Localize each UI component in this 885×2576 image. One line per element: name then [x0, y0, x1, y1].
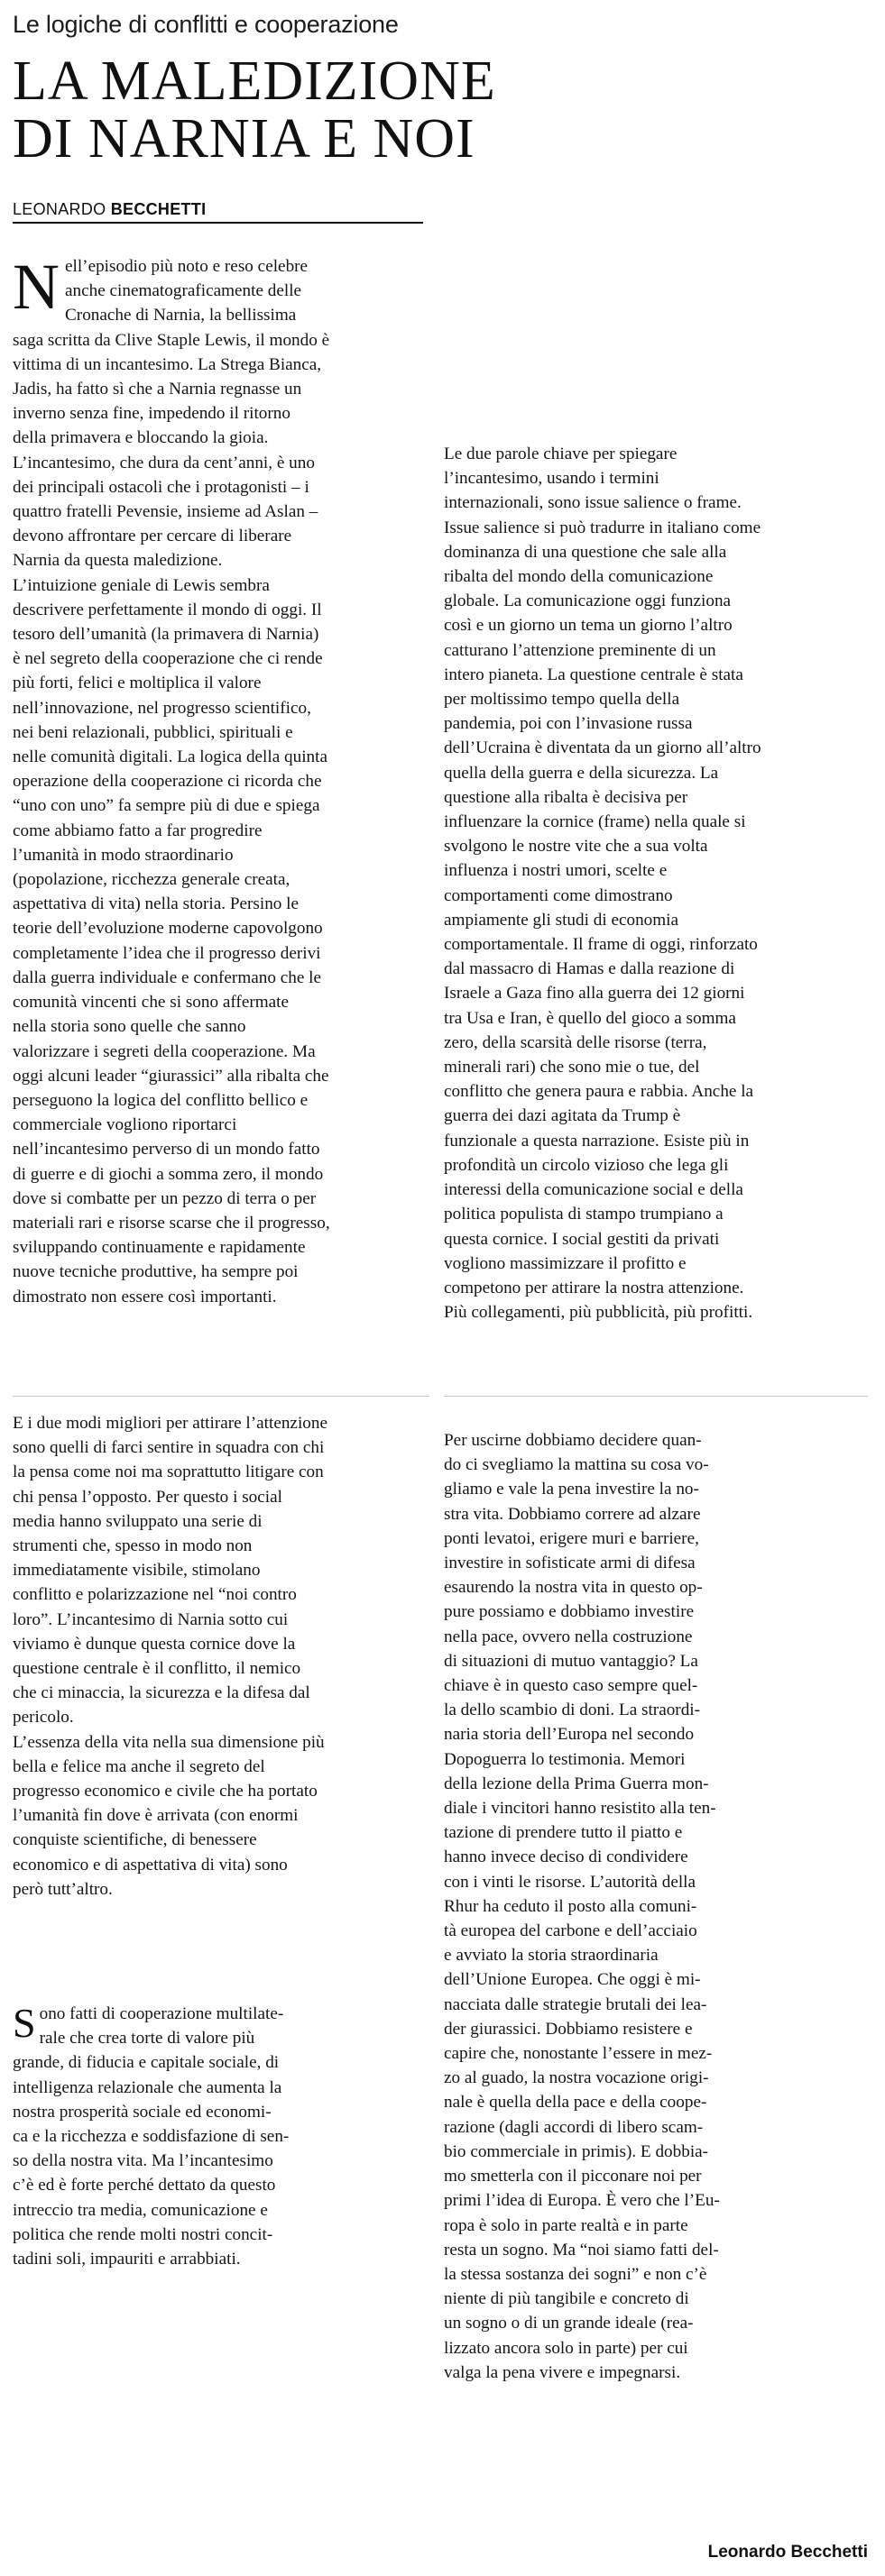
- text-line: l’incantesimo, usando i termini: [444, 469, 659, 489]
- text-line: svolgono le nostre vite che a sua volta: [444, 837, 708, 857]
- text-line: razione (dagli accordi di libero scam-: [444, 2117, 704, 2137]
- text-line: esaurendo la nostra vita in questo op-: [444, 1578, 703, 1598]
- text-line: dominanza di una questione che sale alla: [444, 542, 727, 562]
- text-line: bella e felice ma anche il segreto del: [13, 1756, 265, 1776]
- text-line: diale i vincitori hanno resistito alla ten-: [444, 1799, 716, 1819]
- column-2-text: [13, 1411, 428, 1902]
- text-line: l’umanità fin dove è arrivata (con enormi: [13, 1806, 299, 1826]
- headline-line-2: DI NARNIA E NOI: [13, 108, 475, 170]
- text-line: con i vinti le risorse. L’autorità della: [444, 1872, 696, 1892]
- text-line: (popolazione, ricchezza generale creata,: [13, 870, 290, 890]
- text-line: sono quelli di farci sentire in squadra con chi: [13, 1438, 325, 1458]
- text-line: E i due modi migliori per attirare l’attenzione: [13, 1414, 327, 1433]
- text-line: resta un sogno. Ma “noi siamo fatti del-: [444, 2240, 719, 2260]
- text-line: Le due parole chiave per spiegare: [444, 445, 678, 463]
- text-line: Jadis, ha fatto sì che a Narnia regnasse un: [13, 380, 302, 399]
- column-4: [444, 442, 868, 1325]
- text-line: lizzato ancora solo in parte) per cui: [444, 2338, 688, 2358]
- text-line: teorie dell’evoluzione moderne capovolgono: [13, 919, 323, 939]
- text-line: commerciale vogliono riportarci: [13, 1115, 237, 1135]
- text-line: viviamo è dunque questa cornice dove la: [13, 1634, 296, 1654]
- text-line: comunità vincenti che si sono affermate: [13, 993, 290, 1013]
- text-line: nei beni relazionali, pubblici, spirituali e: [13, 722, 293, 742]
- text-line: vogliono massimizzare il profitto e: [444, 1253, 687, 1273]
- text-line: conquiste scientifiche, di benessere: [13, 1830, 257, 1850]
- text-line: nuove tecniche produttive, ha sempre poi: [13, 1262, 299, 1282]
- text-line: Dopoguerra lo testimonia. Memori: [444, 1749, 686, 1769]
- section-divider-left: [13, 1396, 429, 1397]
- text-line: minerali rari) che sono mie o tue, del: [444, 1058, 700, 1077]
- text-line: perseguono la logica del conflitto bellico e: [13, 1090, 309, 1110]
- text-line: della lezione della Prima Guerra mon-: [444, 1774, 709, 1793]
- article-byline: [13, 200, 206, 219]
- text-line: dell’Unione Europea. Che oggi è mi-: [444, 1970, 701, 1990]
- text-line: catturano l’attenzione preminente di un: [444, 640, 716, 660]
- text-line: rale che crea torte di valore più: [39, 2029, 255, 2049]
- text-line: ono fatti di cooperazione multilate-: [39, 2004, 284, 2023]
- text-line: funzionale a questa narrazione. Esiste più in: [444, 1131, 750, 1150]
- text-line: intero pianeta. La questione centrale è stata: [444, 665, 743, 684]
- text-line: “uno con uno” fa sempre più di due e spiega: [13, 796, 320, 816]
- byline-last-name: BECCHETTI: [110, 200, 207, 218]
- text-line: c’è ed è forte perché dettato da questo: [13, 2176, 276, 2196]
- text-line: ribalta del mondo della comunicazione: [444, 567, 714, 587]
- text-line: so della nostra vita. Ma l’incantesimo: [13, 2151, 273, 2171]
- text-line: progresso economico e civile che ha portato: [13, 1782, 318, 1801]
- text-line: devono affrontare per cercare di liberare: [13, 527, 292, 546]
- text-line: descrivere perfettamente il mondo di oggi. Il: [13, 600, 322, 619]
- text-line: politica populista di stampo trumpiano a: [444, 1205, 724, 1224]
- column-2: [13, 1411, 428, 1902]
- text-line: anche cinematograficamente delle: [65, 281, 302, 301]
- byline-first-name: LEONARDO: [13, 200, 106, 218]
- text-line: vittima di un incantesimo. La Strega Bianca,: [13, 354, 322, 374]
- text-line: capire che, nonostante l’essere in mez-: [444, 2044, 713, 2064]
- text-line: immediatamente visibile, stimolano: [13, 1561, 261, 1581]
- text-line: la dello scambio di doni. La straordi-: [444, 1701, 701, 1720]
- text-line: pandemia, poi con l’invasione russa: [444, 714, 693, 734]
- text-line: dalla guerra individuale e confermano che le: [13, 967, 322, 987]
- text-line: questione alla ribalta è decisiva per: [444, 787, 688, 807]
- text-line: quella della guerra e della sicurezza. La: [444, 763, 719, 783]
- text-line: do ci svegliamo la mattina su cosa vo-: [444, 1455, 709, 1475]
- column-5: [444, 1428, 868, 2385]
- text-line: ca e la ricchezza e soddisfazione di sen-: [13, 2127, 290, 2147]
- text-line: di guerre e di giochi a somma zero, il mondo: [13, 1164, 324, 1184]
- text-line: conflitto e polarizzazione nel “noi contro: [13, 1585, 297, 1605]
- dropcap-s: S: [13, 2000, 36, 2046]
- text-line: nell’incantesimo perverso di un mondo fatto: [13, 1140, 320, 1160]
- text-line: competono per attirare la nostra attenzione.: [444, 1278, 744, 1297]
- text-line: che ci minaccia, la sicurezza e la difesa dal: [13, 1683, 310, 1703]
- text-line: ponti levatoi, erigere muri e barriere,: [444, 1528, 699, 1548]
- column-1-text: [13, 251, 428, 1309]
- text-line: ampiamente gli studi di economia: [444, 910, 679, 930]
- text-line: nale è quella della pace e della coope-: [444, 2093, 707, 2113]
- article-kicker: Le logiche di conflitti e cooperazione: [13, 11, 399, 38]
- text-line: la pensa come noi ma soprattutto litigare con: [13, 1462, 324, 1482]
- text-line: intelligenza relazionale che aumenta la: [13, 2077, 282, 2097]
- text-line: guerra dei dazi agitata da Trump è: [444, 1106, 681, 1126]
- text-line: un sogno o di un grande ideale (rea-: [444, 2314, 694, 2333]
- section-divider-right: [444, 1396, 868, 1397]
- text-line: investire in sofisticate armi di difesa: [444, 1554, 696, 1573]
- text-line: ropa è solo in parte realtà e in parte: [444, 2215, 688, 2235]
- text-line: tazione di prendere tutto il piatto e: [444, 1823, 683, 1843]
- article-signature: Leonardo Becchetti: [707, 2543, 868, 2562]
- text-line: loro”. L’incantesimo di Narnia sotto cui: [13, 1609, 289, 1629]
- text-line: pure possiamo e dobbiamo investire: [444, 1602, 695, 1622]
- text-line: saga scritta da Clive Staple Lewis, il mondo è: [13, 330, 330, 350]
- text-line: conflitto che genera paura e rabbia. Anche la: [444, 1082, 754, 1102]
- text-line: nell’innovazione, nel progresso scientifico,: [13, 698, 311, 718]
- text-line: questione centrale è il conflitto, il nemico: [13, 1659, 301, 1679]
- text-line: L’incantesimo, che dura da cent’anni, è uno: [13, 453, 315, 472]
- text-line: interessi della comunicazione social e della: [444, 1180, 743, 1200]
- text-line: aspettativa di vita) nella storia. Persino le: [13, 894, 300, 914]
- text-line: chi pensa l’opposto. Per questo i social: [13, 1487, 282, 1507]
- text-line: e avviato la storia straordinaria: [444, 1946, 659, 1966]
- text-line: intreccio tra media, comunicazione e: [13, 2200, 268, 2220]
- text-line: gliamo e vale la pena investire la no-: [444, 1480, 699, 1499]
- text-line: nostra prosperità sociale ed economi-: [13, 2102, 272, 2122]
- column-3-text: [13, 2002, 428, 2271]
- text-line: dei principali ostacoli che i protagonisti – i: [13, 477, 309, 497]
- text-line: completamente l’idea che il progresso derivi: [13, 943, 321, 963]
- dropcap-n: N: [13, 251, 60, 323]
- text-line: mo smetterla con il picconare noi per: [444, 2167, 702, 2186]
- text-line: pericolo.: [13, 1708, 74, 1728]
- text-line: tesoro dell’umanità (la primavera di Narnia): [13, 625, 319, 645]
- text-line: ell’episodio più noto e reso celebre: [65, 257, 309, 276]
- text-line: Per uscirne dobbiamo decidere quan-: [444, 1431, 702, 1450]
- byline-rule: [13, 222, 423, 224]
- text-line: oggi alcuni leader “giurassici” alla ribalta che: [13, 1066, 329, 1086]
- text-line: Israele a Gaza fino alla guerra dei 12 giorni: [444, 984, 745, 1004]
- text-line: nelle comunità digitali. La logica della quinta: [13, 747, 327, 767]
- text-line: naria storia dell’Europa nel secondo: [444, 1725, 695, 1745]
- text-line: dell’Ucraina è diventata da un giorno all’altro: [444, 738, 761, 758]
- text-line: di situazioni di mutuo vantaggio? La: [444, 1651, 698, 1671]
- column-3: [13, 2002, 428, 2271]
- text-line: L’intuizione geniale di Lewis sembra: [13, 575, 270, 595]
- text-line: Issue salience si può tradurre in italiano come: [444, 518, 761, 537]
- text-line: valorizzare i segreti della cooperazione. Ma: [13, 1041, 316, 1061]
- text-line: zo al guado, la nostra vocazione origi-: [444, 2068, 709, 2088]
- text-line: nacciata dalle strategie brutali dei lea-: [444, 1994, 707, 2014]
- text-line: influenza i nostri umori, scelte e: [444, 861, 668, 881]
- text-line: così e un giorno un tema un giorno l’altro: [444, 616, 733, 636]
- text-line: Narnia da questa maledizione.: [13, 551, 223, 571]
- text-line: quattro fratelli Pevensie, insieme ad Aslan –: [13, 502, 318, 522]
- text-line: profondità un circolo vizioso che lega gli: [444, 1155, 729, 1175]
- text-line: nella pace, ovvero nella costruzione: [444, 1627, 693, 1646]
- text-line: nella storia sono quelle che sanno: [13, 1017, 246, 1037]
- text-line: tà europea del carbone e dell’acciaio: [444, 1921, 697, 1941]
- text-line: inverno senza fine, impedendo il ritorno: [13, 404, 290, 424]
- text-line: economico e di aspettativa di vita) sono: [13, 1855, 288, 1875]
- text-line: globale. La comunicazione oggi funziona: [444, 591, 732, 611]
- text-line: chiave è in questo caso sempre quel-: [444, 1676, 698, 1696]
- text-line: strumenti che, spesso in modo non: [13, 1536, 253, 1556]
- text-line: per moltissimo tempo quella della: [444, 690, 680, 710]
- text-line: niente di più tangibile e concreto di: [444, 2289, 689, 2309]
- text-line: L’essenza della vita nella sua dimensione più: [13, 1732, 325, 1752]
- text-line: internazionali, sono issue salience o frame.: [444, 493, 742, 513]
- text-line: Cronache di Narnia, la bellissima: [65, 306, 297, 325]
- text-line: stra vita. Dobbiamo correre ad alzare: [444, 1504, 701, 1524]
- text-line: dove si combatte per un pezzo di terra o per: [13, 1188, 317, 1208]
- text-line: bio commerciale in primis). E dobbia-: [444, 2141, 709, 2161]
- text-line: comportamentale. Il frame di oggi, rinforzato: [444, 935, 758, 955]
- text-line: l’umanità in modo straordinario: [13, 845, 234, 865]
- text-line: come abbiamo fatto a far progredire: [13, 820, 263, 840]
- text-line: dal massacro di Hamas e dalla reazione di: [444, 959, 735, 979]
- text-line: dimostrato non essere così importanti.: [13, 1287, 277, 1306]
- text-line: della primavera e bloccando la gioia.: [13, 428, 269, 448]
- text-line: Più collegamenti, più pubblicità, più profitti.: [444, 1303, 753, 1323]
- text-line: tra Usa e Iran, è quello del gioco a somma: [444, 1008, 736, 1028]
- headline-line-1: LA MALEDIZIONE: [13, 50, 496, 112]
- column-1: [13, 251, 428, 1309]
- text-line: Rhur ha ceduto il posto alla comuni-: [444, 1896, 697, 1916]
- text-line: tadini soli, impauriti e arrabbiati.: [13, 2250, 241, 2269]
- text-line: la stessa sostanza dei sogni” e non c’è: [444, 2264, 707, 2284]
- text-line: più forti, felici e moltiplica il valore: [13, 674, 262, 693]
- text-line: operazione della cooperazione ci ricorda che: [13, 772, 322, 792]
- text-line: comportamenti come dimostrano: [444, 885, 673, 905]
- column-5-text: [444, 1428, 868, 2385]
- text-line: politica che rende molti nostri concit-: [13, 2224, 273, 2244]
- text-line: primi l’idea di Europa. È vero che l’Eu-: [444, 2191, 720, 2211]
- text-line: hanno invece deciso di condividere: [444, 1847, 688, 1867]
- text-line: materiali rari e risorse scarse che il progresso,: [13, 1213, 330, 1233]
- text-line: zero, della scarsità delle risorse (terra,: [444, 1032, 707, 1052]
- column-4-text: [444, 442, 868, 1325]
- text-line: influenzare la cornice (frame) nella quale si: [444, 812, 746, 832]
- text-line: grande, di fiducia e capitale sociale, di: [13, 2053, 280, 2073]
- article-headline: [13, 50, 496, 170]
- text-line: sviluppando continuamente e rapidamente: [13, 1238, 306, 1258]
- text-line: però tutt’altro.: [13, 1879, 113, 1899]
- text-line: der giurassici. Dobbiamo resistere e: [444, 2019, 693, 2039]
- text-line: valga la pena vivere e impegnarsi.: [444, 2362, 681, 2382]
- text-line: è nel segreto della cooperazione che ci rende: [13, 649, 323, 669]
- text-line: questa cornice. I social gestiti da privati: [444, 1229, 720, 1249]
- text-line: media hanno sviluppato una serie di: [13, 1511, 263, 1531]
